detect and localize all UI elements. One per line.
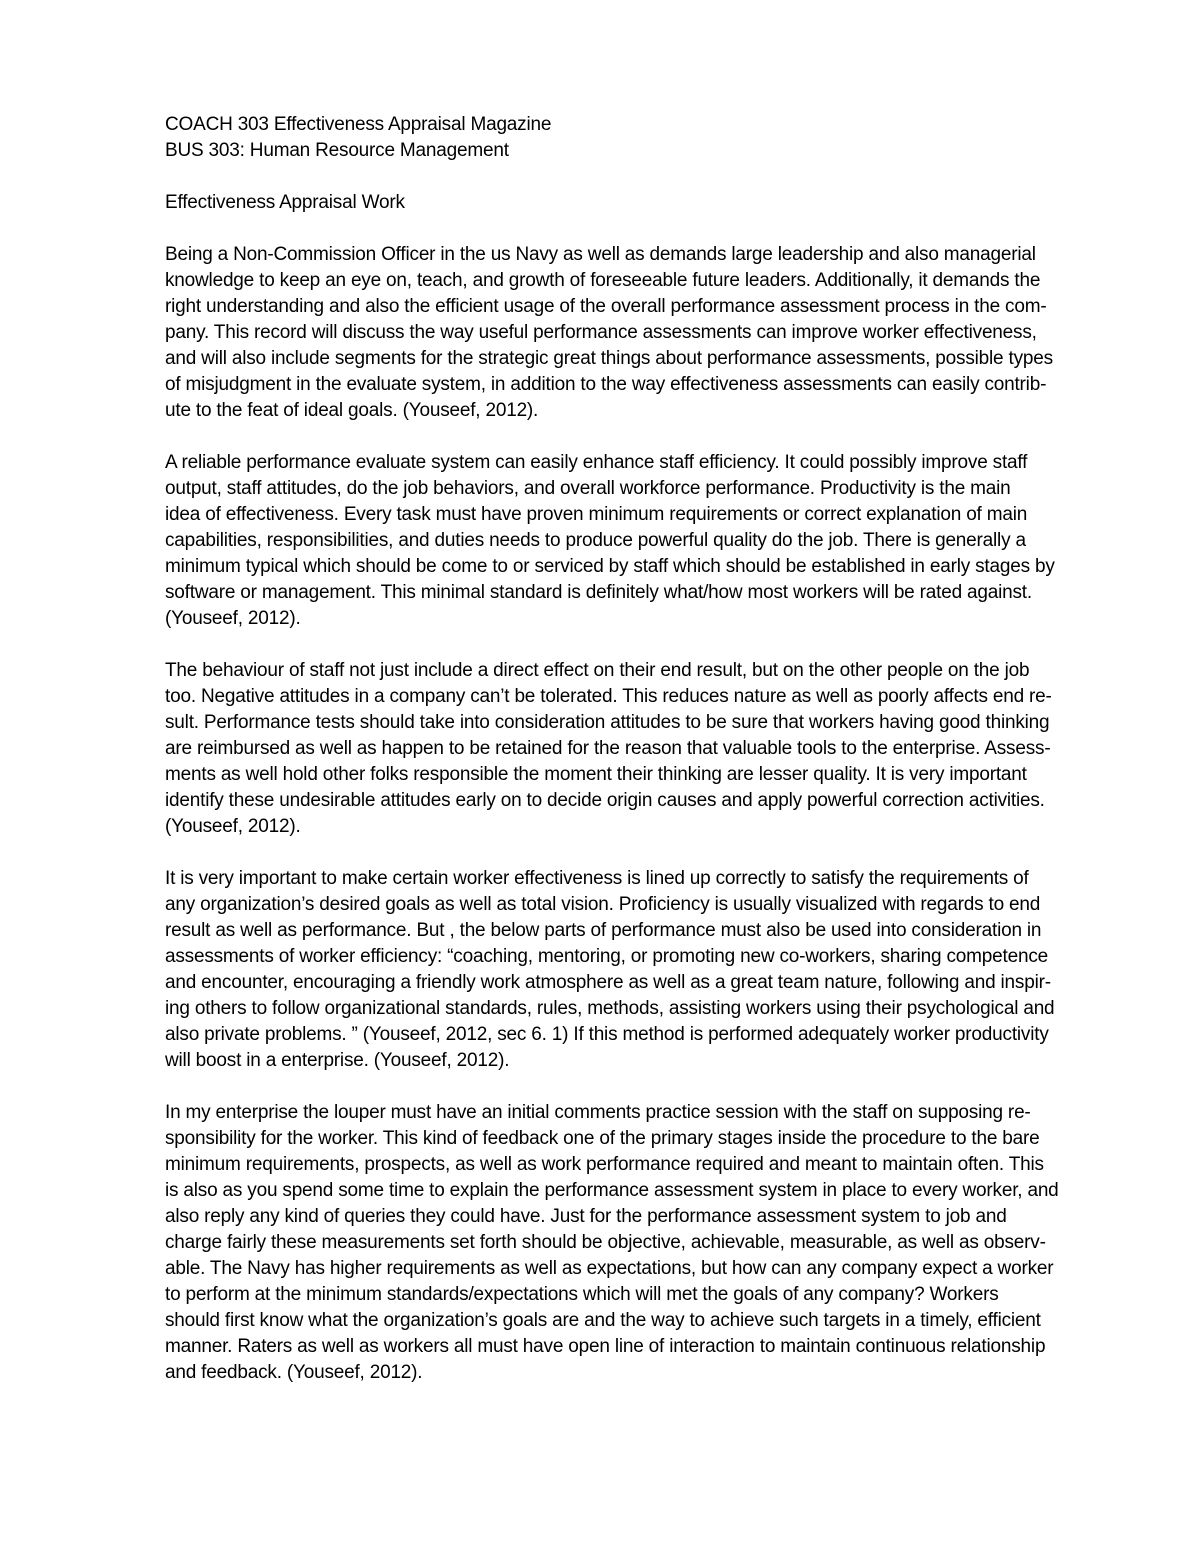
paragraph-3 (165, 658, 1125, 840)
paragraph-line: The behaviour of staff not just include a direct effect on their end result, but on the other people on the job (165, 660, 1030, 681)
paragraph-line: should first know what the organization’s goals are and the way to achieve such targets in a timely, efficient (165, 1310, 1041, 1331)
paragraph-2 (165, 450, 1125, 632)
spacer (165, 424, 1125, 450)
paragraph-line: A reliable performance evaluate system can easily enhance staff efficiency. It could possibly improve staff (165, 452, 1028, 473)
paragraph-line: right understanding and also the efficient usage of the overall performance assessment process in the com- (165, 296, 1047, 317)
paragraph-line: identify these undesirable attitudes early on to decide origin causes and apply powerful correction activities. (165, 790, 1045, 811)
paragraph-line: any organization’s desired goals as well as total vision. Proficiency is usually visualized with regards to end (165, 894, 1041, 915)
paragraph-line: and will also include segments for the strategic great things about performance assessments, possible types (165, 348, 1053, 369)
paragraph-line: will boost in a enterprise. (Youseef, 2012). (165, 1050, 510, 1071)
section-heading: Effectiveness Appraisal Work (165, 192, 405, 213)
paragraph-line: knowledge to keep an eye on, teach, and growth of foreseeable future leaders. Additionally, it demands the (165, 270, 1041, 291)
paragraph-line: charge fairly these measurements set forth should be objective, achievable, measurable, as well as observ- (165, 1232, 1046, 1253)
paragraph-line: is also as you spend some time to explain the performance assessment system in place to every worker, and (165, 1180, 1059, 1201)
paragraph-line: It is very important to make certain worker effectiveness is lined up correctly to satisfy the requirements of (165, 868, 1029, 889)
paragraph-line: too. Negative attitudes in a company can’t be tolerated. This reduces nature as well as poorly affects end re- (165, 686, 1052, 707)
spacer (165, 1074, 1125, 1100)
document-body (165, 112, 1125, 1386)
paragraph-line: also private problems. ” (Youseef, 2012, sec 6. 1) If this method is performed adequately worker productivity (165, 1024, 1049, 1045)
paragraph-line: and feedback. (Youseef, 2012). (165, 1362, 423, 1383)
paragraph-line: and encounter, encouraging a friendly work atmosphere as well as a great team nature, following and inspir- (165, 972, 1051, 993)
paragraph-line: output, staff attitudes, do the job behaviors, and overall workforce performance. Productivity is the main (165, 478, 1011, 499)
document-title: COACH 303 Effectiveness Appraisal Magazine (165, 114, 552, 135)
paragraph-line: ute to the feat of ideal goals. (Youseef, 2012). (165, 400, 539, 421)
paragraph-line: Being a Non-Commission Officer in the us Navy as well as demands large leadership and also managerial (165, 244, 1036, 265)
paragraph-line: (Youseef, 2012). (165, 608, 301, 629)
course-title: BUS 303: Human Resource Management (165, 140, 509, 161)
paragraph-line: minimum requirements, prospects, as well as work performance required and meant to maintain often. This (165, 1154, 1044, 1175)
paragraph-line: assessments of worker efficiency: “coaching, mentoring, or promoting new co-workers, sharing competence (165, 946, 1049, 967)
spacer (165, 164, 1125, 190)
paragraph-1 (165, 242, 1125, 424)
paragraph-4 (165, 866, 1125, 1074)
paragraph-line: of misjudgment in the evaluate system, in addition to the way effectiveness assessments can easily contrib- (165, 374, 1047, 395)
paragraph-line: sult. Performance tests should take into consideration attitudes to be sure that workers having good thinking (165, 712, 1050, 733)
paragraph-line: result as well as performance. But , the below parts of performance must also be used into consideration in (165, 920, 1042, 941)
paragraph-line: software or management. This minimal standard is definitely what/how most workers will be rated against. (165, 582, 1032, 603)
paragraph-5 (165, 1100, 1125, 1386)
paragraph-line: minimum typical which should be come to or serviced by staff which should be established in early stages by (165, 556, 1055, 577)
paragraph-line: are reimbursed as well as happen to be retained for the reason that valuable tools to the enterprise. Assess- (165, 738, 1051, 759)
paragraph-line: In my enterprise the louper must have an initial comments practice session with the staff on supposing re- (165, 1102, 1031, 1123)
paragraph-line: to perform at the minimum standards/expectations which will met the goals of any company? Workers (165, 1284, 999, 1305)
paragraph-line: (Youseef, 2012). (165, 816, 301, 837)
paragraph-line: pany. This record will discuss the way useful performance assessments can improve worker effectiveness, (165, 322, 1037, 343)
paragraph-line: ing others to follow organizational standards, rules, methods, assisting workers using their psychological and (165, 998, 1055, 1019)
paragraph-line: manner. Raters as well as workers all must have open line of interaction to maintain continuous relationship (165, 1336, 1046, 1357)
paragraph-line: also reply any kind of queries they could have. Just for the performance assessment system to job and (165, 1206, 1007, 1227)
paragraph-line: idea of effectiveness. Every task must have proven minimum requirements or correct explanation of main (165, 504, 1028, 525)
spacer (165, 632, 1125, 658)
paragraph-line: capabilities, responsibilities, and duties needs to produce powerful quality do the job. There is generally a (165, 530, 1026, 551)
spacer (165, 840, 1125, 866)
paragraph-line: sponsibility for the worker. This kind of feedback one of the primary stages inside the procedure to the bare (165, 1128, 1040, 1149)
spacer (165, 216, 1125, 242)
paragraph-line: ments as well hold other folks responsible the moment their thinking are lesser quality. It is very important (165, 764, 1027, 785)
paragraph-line: able. The Navy has higher requirements as well as expectations, but how can any company expect a worker (165, 1258, 1054, 1279)
